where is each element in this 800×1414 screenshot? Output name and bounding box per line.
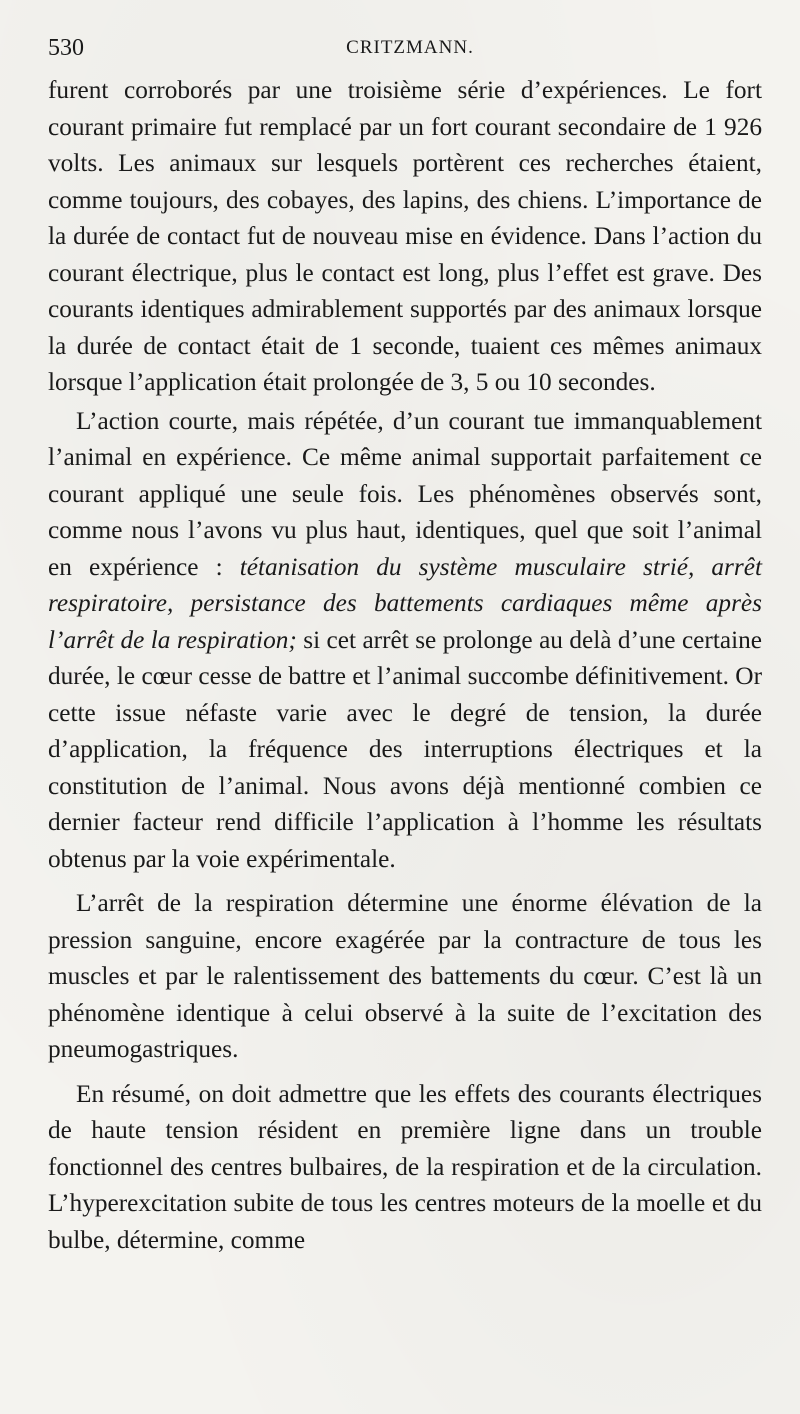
paragraph-2 (48, 403, 762, 878)
paragraph-3 (48, 885, 762, 1068)
paragraph-1 (48, 72, 762, 401)
paragraph-2-italic-phrase: tétanisation du système musculaire strié, arrêt respiratoire, persistance des battements cardiaques même après l’arrêt de la respiration; (48, 552, 762, 654)
paragraph-2-text-end: si cet arrêt se prolonge au delà d’une certaine durée, le cœur cesse de battre et l’animal succombe définitivement. Or cette issue néfaste varie avec le degré de tension, la durée d’application, la fréquence des interruptions électriques et la constitution de l’animal. Nous avons déjà mentionné combien ce dernier facteur rend difficile l’application à l’homme les résultats obtenus par la voie expérimentale. (48, 625, 762, 873)
paragraph-2-text-start: L’action courte, mais répétée, d’un courant tue immanquablement l’animal en expérience. Ce même animal supportait parfaitement ce courant appliqué une seule fois. Les phénomènes observés sont, comme nous l’avons vu plus haut, identiques, quel que soit l’animal en expérience : (48, 406, 762, 581)
paragraph-3-text: L’arrêt de la respiration détermine une énorme élévation de la pression sanguine, encore exagérée par la contracture de tous les muscles et par le ralentissement des battements du cœur. C’est là un phénomène identique à celui observé à la suite de l’excitation des pneumogastriques. (48, 889, 762, 1063)
paragraph-4-text: En résumé, on doit admettre que les effets des courants électriques de haute tension résident en première ligne dans un trouble fonctionnel des centres bulbaires, de la respiration et de la circulation. L’hyperexcitation subite de tous les centres moteurs de la moelle et du bulbe, détermine, comme (48, 1079, 762, 1254)
page-number: 530 (48, 35, 84, 61)
running-head (48, 30, 762, 66)
body-text (48, 72, 762, 1258)
paragraph-1-text: furent corroborés par une troisième série d’expériences. Le fort courant primaire fut remplacé par un fort courant secondaire de 1 926 volts. Les animaux sur lesquels portèrent ces recherches étaient, comme toujours, des cobayes, des lapins, des chiens. L’importance de la durée de contact fut de nouveau mise en évidence. Dans l’action du courant électrique, plus le contact est long, plus l’effet est grave. Des courants identiques admirablement supportés par des animaux lorsque la durée de contact était de 1 seconde, tuaient ces mêmes animaux lorsque l’application était prolongée de 3, 5 ou 10 secondes. (48, 76, 762, 396)
paragraph-4 (48, 1076, 762, 1259)
running-title: CRITZMANN. (346, 37, 474, 58)
